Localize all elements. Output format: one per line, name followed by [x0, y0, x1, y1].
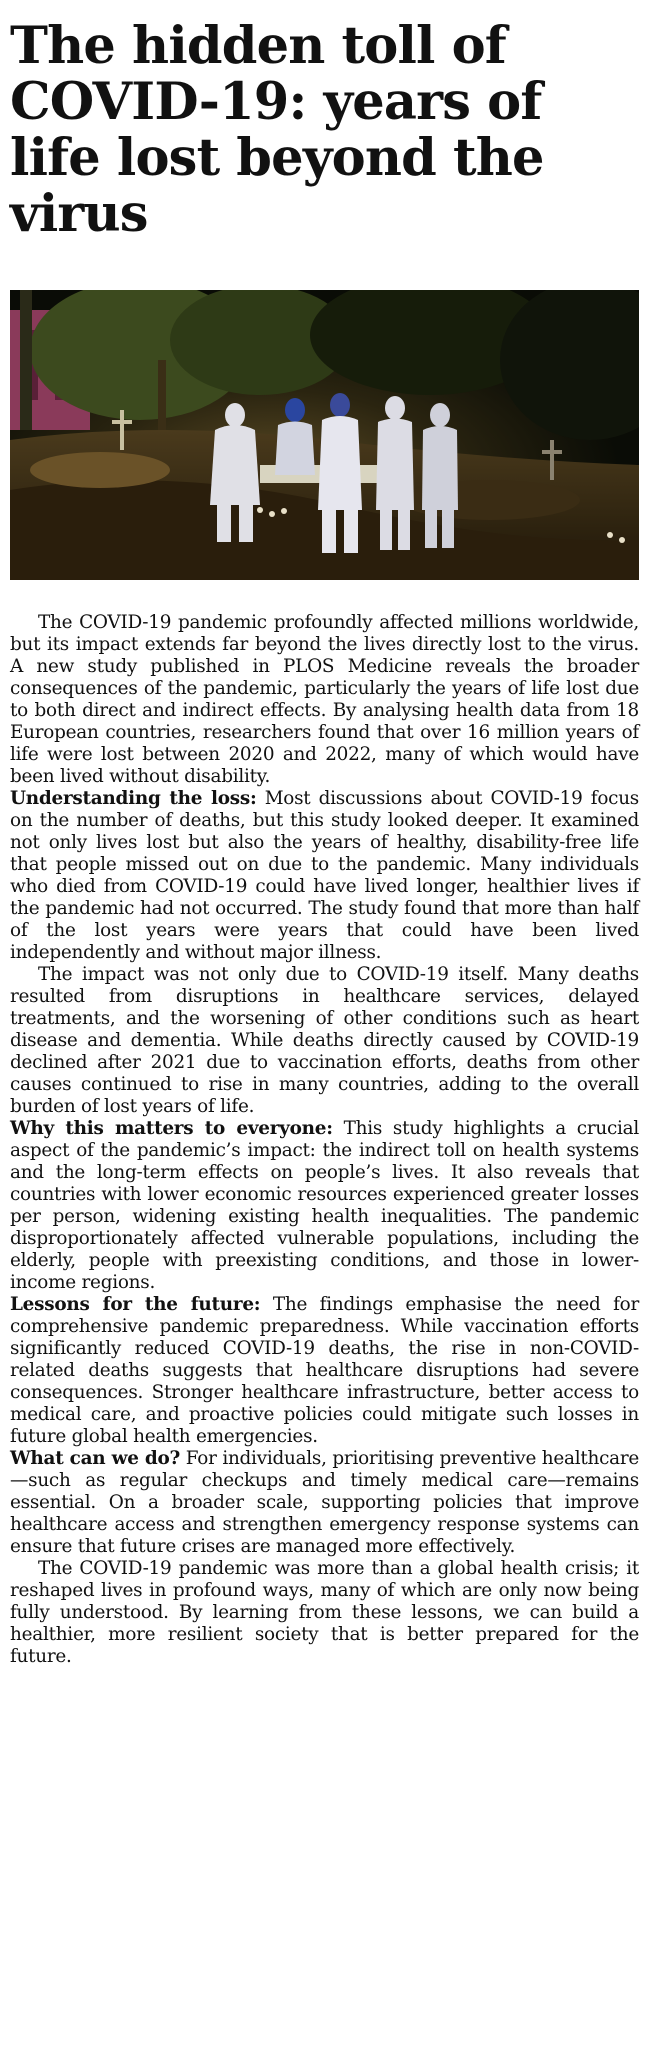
paragraph-text: The COVID-19 pandemic was more than a global health crisis; it reshaped lives in profound ways, many of which are only now being fully understood. By learning from these lessons, we can build a healthier, more resilient society that is better prepared for the future.: [10, 1558, 639, 1667]
article-photo: [10, 290, 639, 580]
section-lead: Why this matters to everyone:: [10, 1118, 333, 1139]
article-body: [10, 612, 639, 1668]
photo-icon: [10, 290, 639, 580]
section-lead: Understanding the loss:: [10, 788, 257, 809]
paragraph-text: Most discussions about COVID-19 focus on the number of deaths, but this study looked deeper. It examined not only lives lost but also the years of healthy, disability-free life that people missed out on due to the pandemic. Many individuals who died from COVID-19 could have lived longer, healthier lives if the pandemic had not occurred. The study found that more than half of the lost years were years that could have been lived independently and without major illness.: [10, 788, 639, 963]
paragraph-why-matters: [10, 1118, 639, 1294]
paragraph-text: For individuals, prioritising preventive healthcare—such as regular checkups and timely medical care—remains essential. On a broader scale, supporting policies that improve healthcare access and strengthen emergency response systems can ensure that future crises are managed more effectively.: [10, 1448, 640, 1557]
paragraph-text: This study highlights a crucial aspect of the pandemic’s impact: the indirect toll on health systems and the long-term effects on people’s lives. It also reveals that countries with lower economic resources experienced greater losses per person, widening existing health inequalities. The pandemic disproportionately affected vulnerable populations, including the elderly, people with preexisting conditions, and those in lower-income regions.: [10, 1118, 639, 1293]
article: [10, 0, 639, 1668]
headline: The hidden toll of COVID-19: years of life lost beyond the virus: [10, 16, 544, 244]
paragraph-what-can-we-do: [10, 1448, 639, 1558]
paragraph-text: The impact was not only due to COVID-19 itself. Many deaths resulted from disruptions in healthcare services, delayed treatments, and the worsening of other conditions such as heart disease and dementia. While deaths directly caused by COVID-19 declined after 2021 due to vaccination efforts, deaths from other causes continued to rise in many countries, adding to the overall burden of lost years of life.: [10, 964, 639, 1117]
section-lead: What can we do?: [10, 1448, 181, 1469]
paragraph-intro: [10, 612, 639, 788]
paragraph-conclusion: [10, 1558, 639, 1668]
paragraph-impact: [10, 964, 639, 1118]
paragraph-lessons: [10, 1294, 639, 1448]
paragraph-text: The COVID-19 pandemic profoundly affected millions worldwide, but its impact extends far beyond the lives directly lost to the virus. A new study published in PLOS Medicine reveals the broader consequences of the pandemic, particularly the years of life lost due to both direct and indirect effects. By analysing health data from 18 European countries, researchers found that over 16 million years of life were lost between 2020 and 2022, many of which would have been lived without disability.: [10, 612, 639, 787]
section-lead: Lessons for the future:: [10, 1294, 261, 1315]
paragraph-text: The findings emphasise the need for comprehensive pandemic preparedness. While vaccination efforts significantly reduced COVID-19 deaths, the rise in non-COVID-related deaths suggests that healthcare disruptions had severe consequences. Stronger healthcare infrastructure, better access to medical care, and proactive policies could mitigate such losses in future global health emergencies.: [10, 1294, 639, 1447]
paragraph-understanding: [10, 788, 639, 964]
